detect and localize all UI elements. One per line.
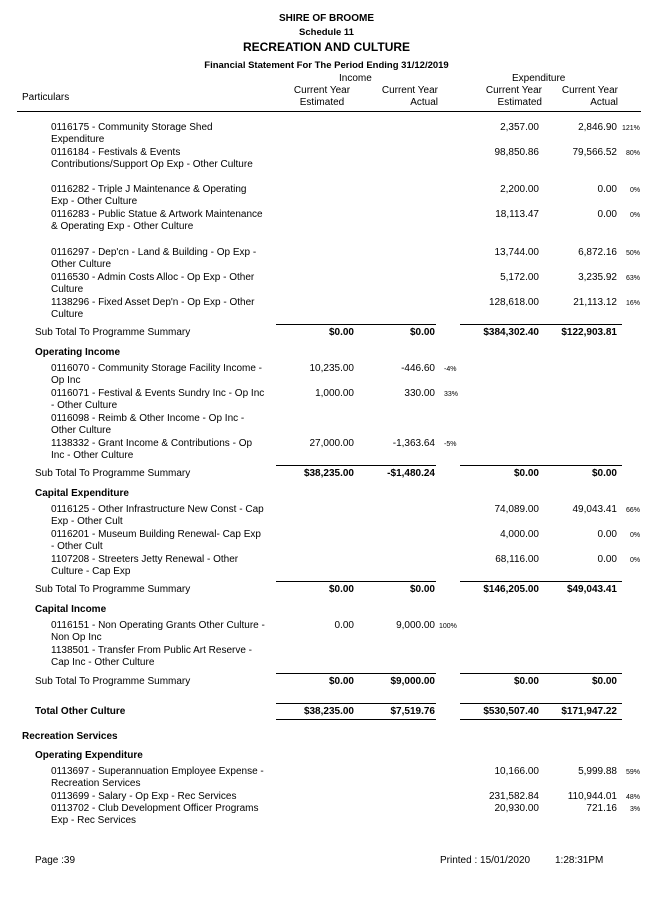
exp-act-heading-2: Actual xyxy=(590,97,618,108)
exp-pct-value: 59% xyxy=(626,769,641,776)
subtotal-rule-income xyxy=(276,673,436,674)
table-row-particular: 0116184 - Festivals & Events Contributions/Support Op Exp - Other Culture xyxy=(51,147,253,171)
section-heading-capital-income: Capital Income xyxy=(35,604,107,615)
inc-est-heading-2: Estimated xyxy=(299,97,345,108)
exp-pct-value: 48% xyxy=(626,794,641,801)
particulars-heading: Particulars xyxy=(22,92,70,103)
exp-est-heading-2: Estimated xyxy=(497,97,542,108)
total-rule-expenditure xyxy=(460,703,622,704)
table-row-particular: 0116175 - Community Storage Shed Expenditure xyxy=(51,122,213,146)
subtotal-exp-act: $122,903.81 xyxy=(561,327,617,338)
page-number: Page :39 xyxy=(35,855,76,866)
table-row-particular: 0116071 - Festival & Events Sundry Inc - Op Inc - Other Culture xyxy=(51,388,265,412)
exp-pct-value: 0% xyxy=(630,532,641,539)
section-heading-operating-income: Operating Income xyxy=(35,347,121,358)
header-rule xyxy=(17,111,641,112)
exp-pct-value: 16% xyxy=(626,300,641,307)
printed-date: Printed : 15/01/2020 xyxy=(440,855,531,866)
table-row-particular: 0113697 - Superannuation Employee Expense - Recreation Services xyxy=(51,766,264,790)
exp-est-value: 4,000.00 xyxy=(500,529,539,540)
exp-est-value: 128,618.00 xyxy=(488,297,539,308)
subtotal-rule-expenditure xyxy=(460,581,622,582)
inc-est-value: 1,000.00 xyxy=(315,388,354,399)
total-rule-income xyxy=(276,703,436,704)
exp-est-value: 18,113.47 xyxy=(495,209,539,220)
subtotal-exp-act: $0.00 xyxy=(591,468,617,479)
exp-act-heading-1: Current Year xyxy=(561,85,618,96)
subtotal-inc-act: -$1,480.24 xyxy=(387,468,435,479)
inc-pct-value: -5% xyxy=(444,441,457,448)
inc-act-value: -1,363.64 xyxy=(392,438,435,449)
table-row-particular: 0116282 - Triple J Maintenance & Operating Exp - Other Culture xyxy=(51,184,247,208)
subtotal-exp-est: $146,205.00 xyxy=(483,584,539,595)
subtotal-exp-act: $49,043.41 xyxy=(566,584,617,595)
subtotal-rule-expenditure xyxy=(460,465,622,466)
exp-est-value: 74,089.00 xyxy=(494,504,539,515)
inc-pct-value: 33% xyxy=(444,391,459,398)
page-title: RECREATION AND CULTURE xyxy=(242,40,411,54)
subtotal-label: Sub Total To Programme Summary xyxy=(35,468,191,479)
exp-act-value: 5,999.88 xyxy=(578,766,617,777)
exp-pct-value: 0% xyxy=(630,557,641,564)
schedule-number: Schedule 11 xyxy=(299,27,354,38)
exp-pct-value: 80% xyxy=(626,150,641,157)
inc-est-value: 27,000.00 xyxy=(309,438,354,449)
table-row-particular: 1107208 - Streeters Jetty Renewal - Other Culture - Cap Exp xyxy=(51,554,239,578)
exp-est-value: 68,116.00 xyxy=(495,554,539,565)
subtotal-label: Sub Total To Programme Summary xyxy=(35,584,191,595)
subtotal-inc-act: $9,000.00 xyxy=(390,676,435,687)
section-heading-recreation-services: Recreation Services xyxy=(22,731,118,742)
subtotal-exp-est: $0.00 xyxy=(513,676,539,687)
table-row-particular: 0116283 - Public Statue & Artwork Maintenance & Operating Exp - Other Culture xyxy=(51,209,263,233)
inc-act-heading-2: Actual xyxy=(410,97,438,108)
table-row-particular: 1138296 - Fixed Asset Dep'n - Op Exp - Other Culture xyxy=(51,297,255,321)
exp-est-value: 5,172.00 xyxy=(500,272,539,283)
inc-act-heading-1: Current Year xyxy=(381,85,438,96)
exp-pct-value: 63% xyxy=(626,275,641,282)
subtotal-inc-est: $0.00 xyxy=(328,584,354,595)
table-row-particular: 0113699 - Salary - Op Exp - Rec Services xyxy=(51,791,237,802)
total-exp-est: $530,507.40 xyxy=(483,706,539,717)
subtotal-rule-expenditure xyxy=(460,324,622,325)
exp-act-value: 721.16 xyxy=(586,803,617,814)
inc-est-value: 0.00 xyxy=(334,620,354,631)
inc-pct-value: 100% xyxy=(439,623,457,630)
exp-act-value: 0.00 xyxy=(597,184,617,195)
subtotal-rule-income xyxy=(276,581,436,582)
subtotal-exp-est: $384,302.40 xyxy=(483,327,539,338)
exp-est-value: 2,200.00 xyxy=(500,184,539,195)
total-exp-act: $171,947.22 xyxy=(561,706,617,717)
subtotal-inc-act: $0.00 xyxy=(409,584,435,595)
subtotal-inc-act: $0.00 xyxy=(409,327,435,338)
page-subtitle: Financial Statement For The Period Ending 31/12/2019 xyxy=(204,60,449,71)
inc-act-value: 330.00 xyxy=(404,388,435,399)
total-underline-income xyxy=(276,719,436,720)
inc-est-value: 10,235.00 xyxy=(309,363,354,374)
table-row-particular: 0116530 - Admin Costs Alloc - Op Exp - Other Culture xyxy=(51,272,255,296)
inc-act-value: -446.60 xyxy=(401,363,435,374)
subtotal-label: Sub Total To Programme Summary xyxy=(35,676,191,687)
section-heading-operating-expenditure: Operating Expenditure xyxy=(35,750,143,761)
exp-pct-value: 121% xyxy=(622,125,640,132)
exp-act-value: 0.00 xyxy=(597,209,617,220)
inc-pct-value: -4% xyxy=(444,366,457,373)
exp-est-value: 10,166.00 xyxy=(494,766,539,777)
subtotal-rule-income xyxy=(276,324,436,325)
inc-act-value: 9,000.00 xyxy=(396,620,435,631)
total-underline-expenditure xyxy=(460,719,622,720)
subtotal-rule-expenditure xyxy=(460,673,622,674)
exp-est-value: 98,850.86 xyxy=(494,147,539,158)
exp-act-value: 21,113.12 xyxy=(573,297,617,308)
exp-act-value: 110,944.01 xyxy=(567,791,617,802)
exp-act-value: 2,846.90 xyxy=(578,122,617,133)
exp-act-value: 79,566.52 xyxy=(572,147,617,158)
table-row-particular: 0116070 - Community Storage Facility Income - Op Inc xyxy=(51,363,263,387)
exp-act-value: 0.00 xyxy=(597,529,617,540)
exp-pct-value: 0% xyxy=(630,212,641,219)
table-row-particular: 0116125 - Other Infrastructure New Const - Cap Exp - Other Cult xyxy=(51,504,264,528)
exp-act-value: 49,043.41 xyxy=(572,504,617,515)
exp-est-heading-1: Current Year xyxy=(485,85,542,96)
total-inc-act: $7,519.76 xyxy=(390,706,435,717)
table-row-particular: 1138501 - Transfer From Public Art Reserve - Cap Inc - Other Culture xyxy=(51,645,253,669)
subtotal-inc-est: $38,235.00 xyxy=(303,468,354,479)
table-row-particular: 0116297 - Dep'cn - Land & Building - Op Exp - Other Culture xyxy=(51,247,257,271)
exp-act-value: 3,235.92 xyxy=(578,272,617,283)
exp-pct-value: 3% xyxy=(630,806,641,813)
total-label: Total Other Culture xyxy=(35,706,126,717)
table-row-particular: 0116201 - Museum Building Renewal- Cap Exp - Other Cult xyxy=(51,529,261,553)
exp-est-value: 20,930.00 xyxy=(494,803,539,814)
subtotal-label: Sub Total To Programme Summary xyxy=(35,327,191,338)
expenditure-heading: Expenditure xyxy=(512,73,566,84)
table-row-particular: 0116151 - Non Operating Grants Other Culture - Non Op Inc xyxy=(51,620,265,644)
subtotal-inc-est: $0.00 xyxy=(328,676,354,687)
exp-est-value: 13,744.00 xyxy=(494,247,539,258)
printed-time: 1:28:31PM xyxy=(555,855,604,866)
exp-pct-value: 66% xyxy=(626,507,641,514)
org-name: SHIRE OF BROOME xyxy=(278,13,374,24)
exp-act-value: 6,872.16 xyxy=(578,247,617,258)
subtotal-exp-act: $0.00 xyxy=(591,676,617,687)
inc-est-heading-1: Current Year xyxy=(293,85,351,96)
exp-est-value: 2,357.00 xyxy=(500,122,539,133)
total-inc-est: $38,235.00 xyxy=(303,706,354,717)
section-heading-capital-expenditure: Capital Expenditure xyxy=(35,488,129,499)
exp-pct-value: 0% xyxy=(630,187,641,194)
exp-act-value: 0.00 xyxy=(597,554,617,565)
subtotal-rule-income xyxy=(276,465,436,466)
exp-est-value: 231,582.84 xyxy=(488,791,539,802)
subtotal-exp-est: $0.00 xyxy=(513,468,539,479)
income-heading: Income xyxy=(339,73,372,84)
table-row-particular: 1138332 - Grant Income & Contributions - Op Inc - Other Culture xyxy=(51,438,253,462)
exp-pct-value: 50% xyxy=(626,250,641,257)
subtotal-inc-est: $0.00 xyxy=(328,327,354,338)
table-row-particular: 0116098 - Reimb & Other Income - Op Inc - Other Culture xyxy=(51,413,245,437)
table-row-particular: 0113702 - Club Development Officer Programs Exp - Rec Services xyxy=(51,803,259,827)
